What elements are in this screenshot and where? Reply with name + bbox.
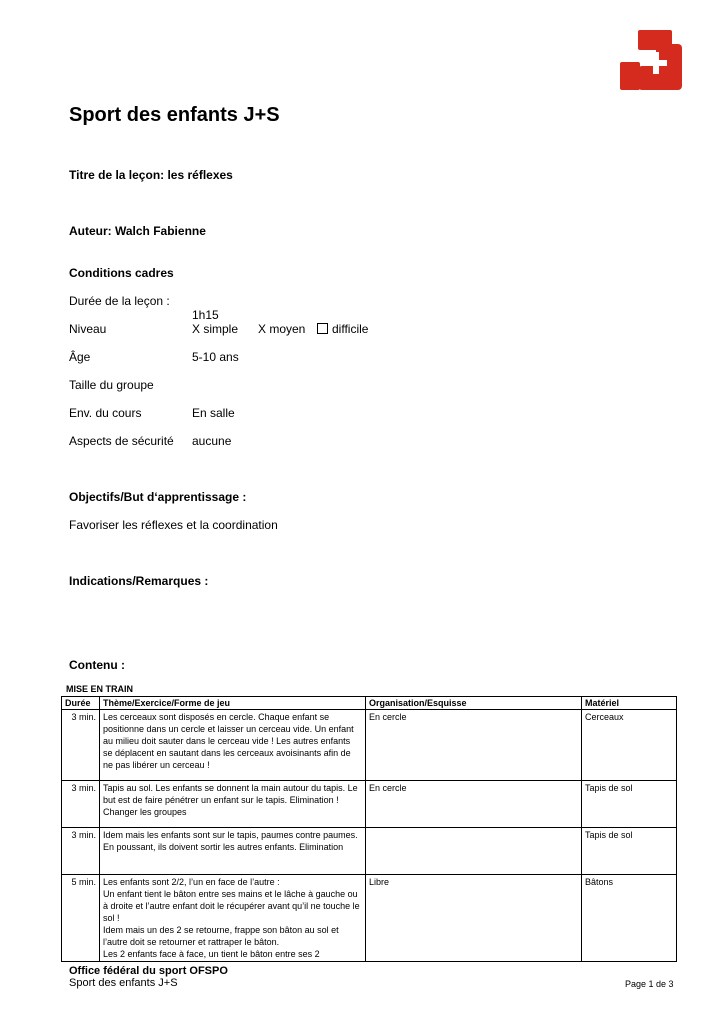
contenu-heading: Contenu : xyxy=(69,658,125,672)
cell-theme: Tapis au sol. Les enfants se donnent la main autour du tapis. Le but est de faire pénétrer un enfant sur le tapis. Elimination ! Changer les groupes xyxy=(100,781,366,828)
objectifs-heading: Objectifs/But d‘apprentissage : xyxy=(69,490,247,504)
securite-label: Aspects de sécurité xyxy=(69,434,174,448)
col-header-duree: Durée xyxy=(62,697,100,710)
col-header-organisation: Organisation/Esquisse xyxy=(366,697,582,710)
niveau-option-moyen: X moyen xyxy=(258,322,306,336)
env-value: En salle xyxy=(192,406,235,420)
cell-materiel: Cerceaux xyxy=(582,710,677,781)
theme-line: Un enfant tient le bâton entre ses mains et le lâche à gauche ou à droite et l’autre enfant doit le récupérer avant qu’il ne touche le sol ! xyxy=(103,889,360,923)
theme-line: Idem mais un des 2 se retourne, frappe son bâton au sol et l’autre doit se retourner et rattraper le bâton. xyxy=(103,925,339,947)
cell-duree: 5 min. xyxy=(62,875,100,962)
securite-value: aucune xyxy=(192,434,232,448)
cell-organisation: Libre xyxy=(366,875,582,962)
cell-organisation: En cercle xyxy=(366,710,582,781)
cell-materiel: Bâtons xyxy=(582,875,677,962)
niveau-label: Niveau xyxy=(69,322,107,336)
table-row xyxy=(62,710,677,781)
col-header-materiel: Matériel xyxy=(582,697,677,710)
section-title: MISE EN TRAIN xyxy=(66,684,134,694)
cell-organisation xyxy=(366,828,582,875)
footer-organization: Office fédéral du sport OFSPO xyxy=(69,965,228,977)
footer-subtitle: Sport des enfants J+S xyxy=(69,977,178,989)
cell-materiel: Tapis de sol xyxy=(582,781,677,828)
lesson-title: Titre de la leçon: les réflexes xyxy=(69,168,233,182)
theme-line: Les enfants sont 2/2, l’un en face de l’autre : xyxy=(103,877,280,887)
cell-organisation: En cercle xyxy=(366,781,582,828)
niveau-option-difficile: difficile xyxy=(317,322,368,336)
duree-value: 1h15 xyxy=(192,308,219,322)
cell-theme: Idem mais les enfants sont sur le tapis, paumes contre paumes. En poussant, ils doivent sortir les autres enfants. Elimination xyxy=(100,828,366,875)
cell-materiel: Tapis de sol xyxy=(582,828,677,875)
lesson-author: Auteur: Walch Fabienne xyxy=(69,224,206,238)
cell-theme xyxy=(100,875,366,962)
cell-duree: 3 min. xyxy=(62,710,100,781)
conditions-heading: Conditions cadres xyxy=(69,266,174,280)
table-header-row xyxy=(62,697,677,710)
lesson-table xyxy=(61,696,677,962)
duree-label: Durée de la leçon : xyxy=(69,294,170,308)
taille-label: Taille du groupe xyxy=(69,378,154,392)
niveau-option-simple: X simple xyxy=(192,322,239,336)
objectifs-text: Favoriser les réflexes et la coordination xyxy=(69,518,278,532)
col-header-theme: Thème/Exercice/Forme de jeu xyxy=(100,697,366,710)
table-row xyxy=(62,828,677,875)
theme-line: Les 2 enfants face à face, un tient le bâton entre ses 2 xyxy=(103,949,320,959)
page-title: Sport des enfants J+S xyxy=(69,104,280,126)
table-row xyxy=(62,781,677,828)
indications-heading: Indications/Remarques : xyxy=(69,574,209,588)
table-row xyxy=(62,875,677,962)
cell-theme: Les cerceaux sont disposés en cercle. Chaque enfant se positionne dans un cercle et laisser un cerceau vide. Un enfant au milieu doit sauter dans le cerceau vide ! Les autres enfants se déplacent en sautant dans les cerceaux avoisinants afin de ne pas libérer un cerceau ! xyxy=(100,710,366,781)
page-number: Page 1 de 3 xyxy=(625,979,674,989)
cell-duree: 3 min. xyxy=(62,828,100,875)
env-label: Env. du cours xyxy=(69,406,142,420)
cell-duree: 3 min. xyxy=(62,781,100,828)
age-value: 5-10 ans xyxy=(192,350,239,364)
age-label: Âge xyxy=(69,350,91,364)
